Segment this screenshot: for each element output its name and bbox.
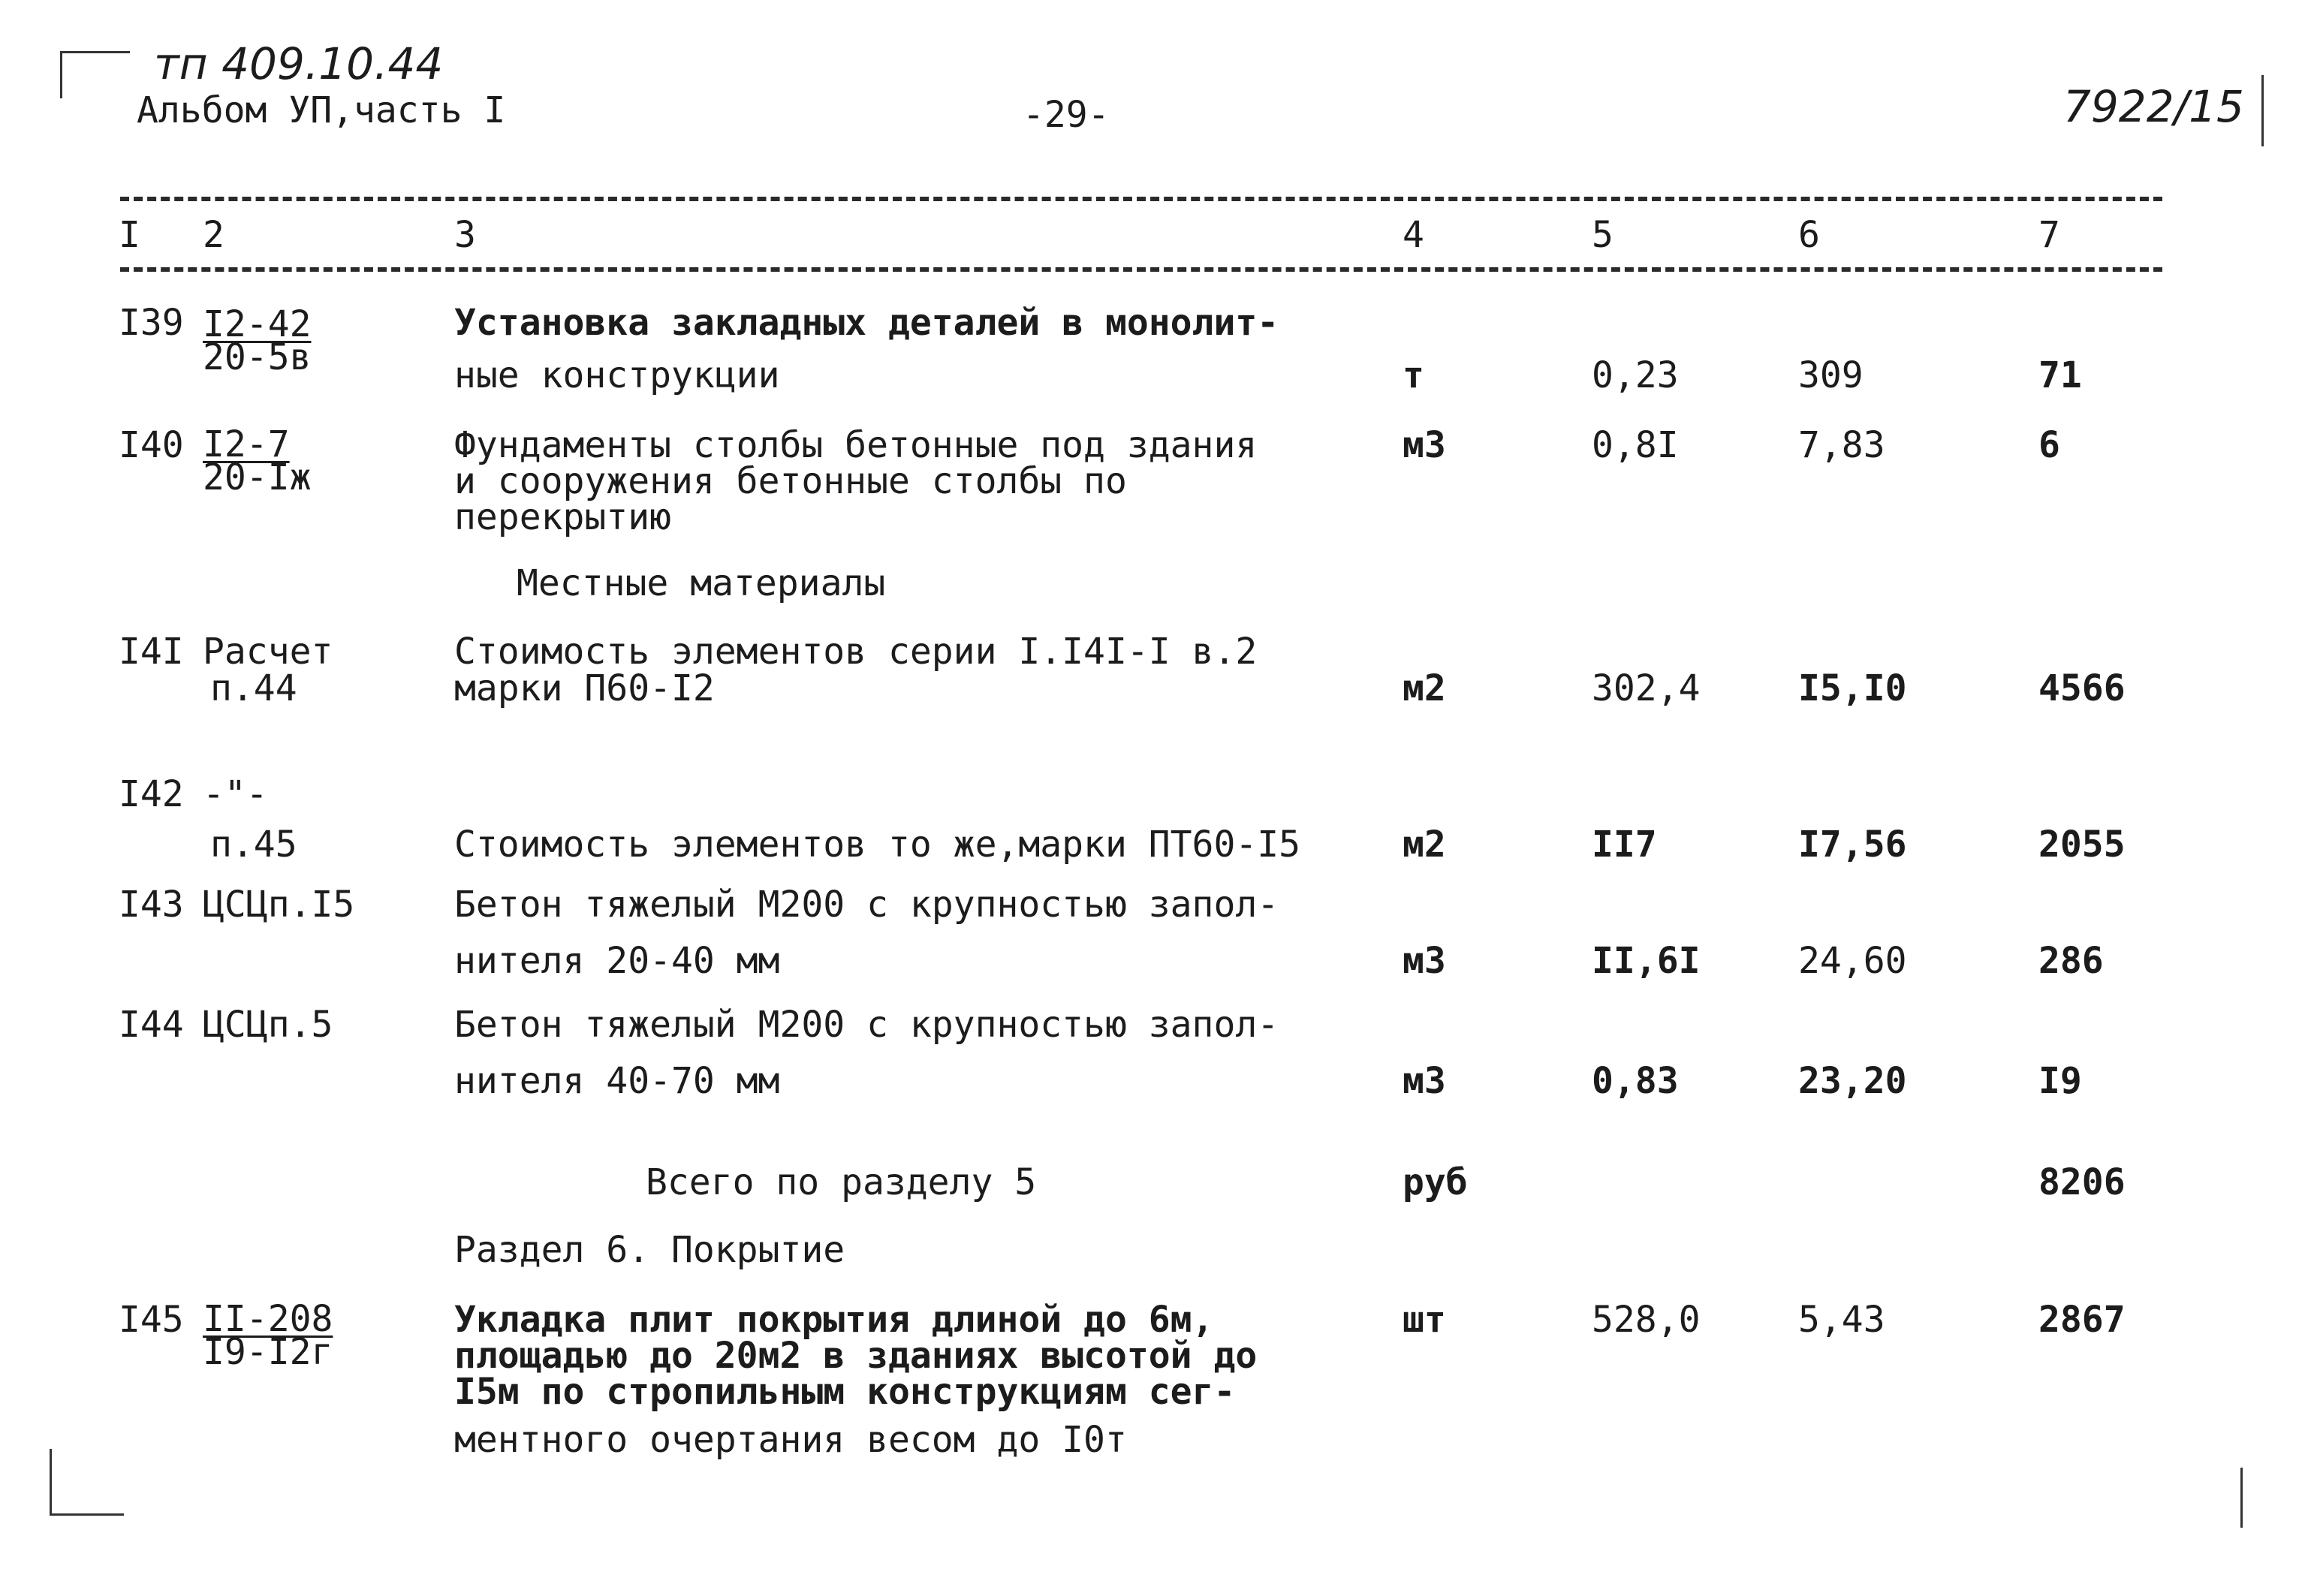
- corner-mark-top-left: [60, 51, 130, 98]
- description-line: Стоимость элементов серии I.I4I-I в.2: [454, 631, 1258, 673]
- quantity-cell: 302,4: [1592, 667, 1701, 709]
- description-line: Фундаменты столбы бетонные под здания: [454, 424, 1258, 466]
- col-header-4: 4: [1403, 214, 1424, 256]
- row-number: I4I: [119, 631, 184, 673]
- norm-reference-top: ЦСЦп.5: [203, 1004, 333, 1046]
- row-number: I45: [119, 1299, 184, 1341]
- description-line: и сооружения бетонные столбы по: [454, 460, 1127, 502]
- unit-cell: м2: [1403, 824, 1446, 866]
- norm-reference-top: I2-42: [203, 303, 312, 345]
- price-cell: 5,43: [1798, 1299, 1885, 1341]
- norm-reference-bottom: п.44: [210, 667, 297, 709]
- norm-reference-bottom: 20-5в: [203, 336, 312, 378]
- description-line: ментного очертания весом до I0т: [454, 1419, 1127, 1461]
- norm-reference: [203, 303, 312, 378]
- price-cell: I5,I0: [1798, 667, 1907, 709]
- row-number: I42: [119, 773, 184, 815]
- quantity-cell: 528,0: [1592, 1299, 1701, 1341]
- description-line: Стоимость элементов то же,марки ПТ60-I5: [454, 824, 1301, 866]
- unit-cell: руб: [1403, 1161, 1468, 1203]
- norm-reference-bottom: I9-I2г: [203, 1331, 333, 1373]
- album-title: Альбом УП,часть I: [137, 89, 506, 131]
- total-cell: 4566: [2038, 667, 2126, 709]
- description-line: площадью до 20м2 в зданиях высотой до: [454, 1335, 1258, 1377]
- col-header-1: I: [119, 214, 140, 256]
- description-line: перекрытию: [454, 496, 671, 538]
- description-line: I5м по стропильным конструкциям сег-: [454, 1371, 1236, 1413]
- total-cell: 2055: [2038, 824, 2126, 866]
- corner-mark-bottom-right: [2240, 1468, 2243, 1528]
- price-cell: I7,56: [1798, 824, 1907, 866]
- quantity-cell: 0,8I: [1592, 424, 1679, 466]
- col-header-7: 7: [2038, 214, 2060, 256]
- price-cell: 309: [1798, 354, 1864, 396]
- description-line: нителя 40-70 мм: [454, 1060, 780, 1102]
- unit-cell: м3: [1403, 424, 1446, 466]
- unit-cell: м3: [1403, 1060, 1446, 1102]
- total-cell: I9: [2038, 1060, 2082, 1102]
- description-line: нителя 20-40 мм: [454, 940, 780, 982]
- norm-reference: [203, 423, 312, 498]
- total-cell: 8206: [2038, 1161, 2126, 1203]
- unit-cell: м2: [1403, 667, 1446, 709]
- sheet-stamp: 7922/15: [2063, 81, 2244, 132]
- quantity-cell: II,6I: [1592, 940, 1701, 982]
- total-cell: 2867: [2038, 1299, 2126, 1341]
- header-top-rule: [120, 197, 2162, 201]
- col-header-6: 6: [1798, 214, 1820, 256]
- corner-mark-bottom-left: [50, 1449, 124, 1516]
- col-header-3: 3: [454, 214, 476, 256]
- row-number: I43: [119, 884, 184, 926]
- row-number: I40: [119, 424, 184, 466]
- row-number: I39: [119, 302, 184, 344]
- description-line: Бетон тяжелый М200 с крупностью запол-: [454, 1004, 1279, 1046]
- total-cell: 6: [2038, 424, 2060, 466]
- quantity-cell: 0,83: [1592, 1060, 1679, 1102]
- section-subtotal-label: Всего по разделу 5: [646, 1161, 1037, 1203]
- price-cell: 7,83: [1798, 424, 1885, 466]
- norm-reference-bottom: п.45: [210, 824, 297, 866]
- description-line: ные конструкции: [454, 354, 780, 396]
- norm-reference-top: ЦСЦп.I5: [203, 884, 355, 926]
- norm-reference-top: I2-7: [203, 423, 290, 465]
- description-line: Бетон тяжелый М200 с крупностью запол-: [454, 884, 1279, 926]
- price-cell: 24,60: [1798, 940, 1907, 982]
- norm-reference-top: Расчет: [203, 631, 333, 673]
- norm-reference-top: II-208: [203, 1298, 333, 1340]
- section-heading: Местные материалы: [517, 562, 886, 604]
- section-heading: Раздел 6. Покрытие: [454, 1229, 845, 1271]
- corner-mark-top-right: [2261, 75, 2264, 146]
- page-number: -29-: [1023, 94, 1110, 136]
- price-cell: 23,20: [1798, 1060, 1907, 1102]
- description-line: марки П60-I2: [454, 667, 715, 709]
- quantity-cell: 0,23: [1592, 354, 1679, 396]
- col-header-2: 2: [203, 214, 224, 256]
- unit-cell: шт: [1403, 1299, 1446, 1341]
- unit-cell: т: [1403, 354, 1424, 396]
- norm-reference-bottom: 20-Iж: [203, 456, 312, 498]
- description-line: Укладка плит покрытия длиной до 6м,: [454, 1299, 1214, 1341]
- row-number: I44: [119, 1004, 184, 1046]
- header-bottom-rule: [120, 267, 2162, 272]
- total-cell: 286: [2038, 940, 2104, 982]
- unit-cell: м3: [1403, 940, 1446, 982]
- document-code: тп 409.10.44: [154, 38, 444, 89]
- description-line: Установка закладных деталей в монолит-: [454, 302, 1279, 344]
- norm-reference: [203, 1298, 333, 1373]
- quantity-cell: II7: [1592, 824, 1657, 866]
- norm-reference-top: -"-: [203, 773, 268, 815]
- col-header-5: 5: [1592, 214, 1614, 256]
- total-cell: 71: [2038, 354, 2082, 396]
